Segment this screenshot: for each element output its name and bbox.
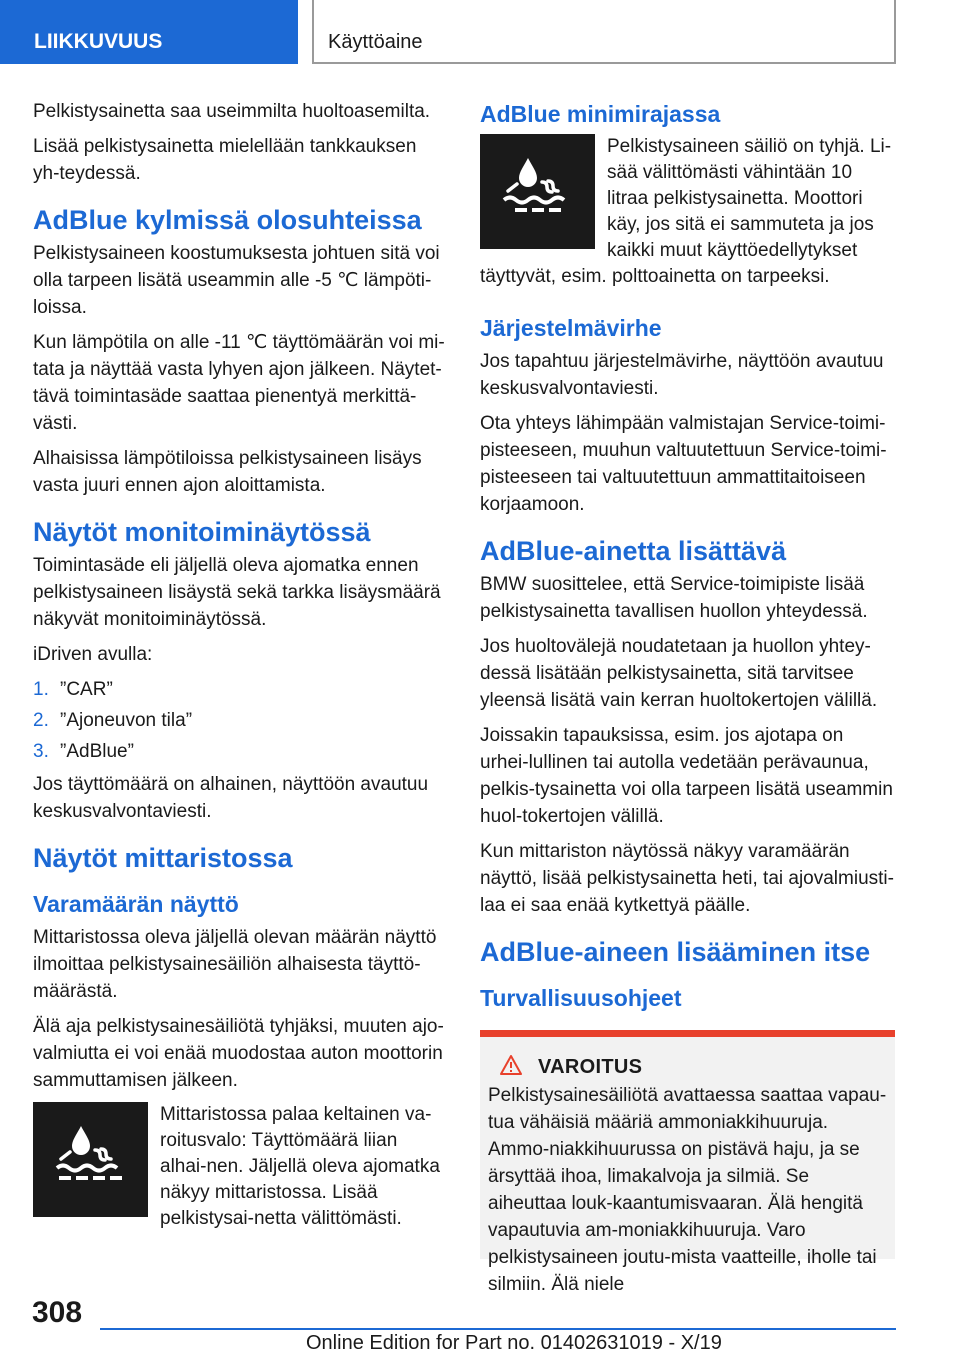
footer-edition: Online Edition for Part no. 01402631019 - X/19 (306, 1332, 722, 1354)
list-item (33, 676, 446, 703)
heading-cluster-displays: Näytöt mittaristossa (33, 843, 293, 873)
heading-cid-displays: Näytöt monitoiminäytössä (33, 517, 371, 547)
heading-adblue-minimum: AdBlue minimirajassa (480, 101, 721, 127)
list-item (33, 707, 446, 734)
warning-header (488, 1055, 887, 1080)
paragraph: Ota yhteys lähimpään valmistajan Service-toimi-pisteeseen, muuhun valtuutettuun Service-toimi-pisteeseen tai valtuutettuun ammattitaitoiseen korjaamoon. (480, 413, 887, 515)
paragraph: Jos tapahtuu järjestelmävirhe, näyttöön avautuu keskusvalvontaviesti. (480, 351, 884, 399)
adblue-warning-icon (480, 134, 595, 249)
paragraph: Pelkistysaineen koostumuksesta johtuen sitä voi olla tarpeen lisätä useammin alle -5 ℃ lämpöti-loissa. (33, 243, 440, 318)
paragraph: BMW suosittelee, että Service-toimipiste lisää pelkistysainetta tavallisen huollon yhteydessä. (480, 574, 868, 622)
paragraph: Kun mittariston näytössä näkyy varamäärän näyttö, lisää pelkistysainetta heti, tai ajovalmiusti-laa ei saa enää kytkettyä päälle. (480, 841, 894, 916)
section-tab: LIIKKUVUUS (0, 0, 298, 64)
heading-reserve-display: Varamäärän näyttö (33, 891, 239, 917)
paragraph: Alhaisissa lämpötiloissa pelkistysaineen lisäys vasta juuri ennen ajon aloittamista. (33, 448, 422, 496)
page-number: 308 (32, 1296, 83, 1329)
warning-triangle-icon (500, 1055, 522, 1080)
heading-adblue-refill-needed: AdBlue-ainetta lisättävä (480, 536, 787, 566)
page-title: Käyttöaine (312, 0, 896, 64)
list-item (33, 738, 446, 765)
paragraph: Älä aja pelkistysainesäiliötä tyhjäksi, muuten ajo-valmiutta ei voi enää muodostaa auton moottorin sammuttamisen jälkeen. (33, 1016, 444, 1091)
warning-text: Pelkistysainesäiliötä avattaessa saattaa vapau-tua vähäisiä määriä ammoniakkihuuruja. Ammo-niakkihuurussa on pistävä haju, ja se ärsyttää ihoa, limakalvoja ja silmiä. Se aiheuttaa louk-kaantumisvaaran. Älä hengitä vapautuvia am-moniakkihuuruja. Varo pelkistysaineen joutu-mista vaatteille, iholle tai silmiin. Älä niele (488, 1085, 887, 1295)
paragraph: iDriven avulla: (33, 644, 153, 665)
icon-description: Mittaristossa palaa keltainen va-roitusvalo: Täyttömäärä liian alhai-nen. Jäljellä oleva ajomatka näkyy mittaristossa. Lisää pelkistysai-netta välittömästi. (160, 1104, 440, 1229)
idrive-steps-list (33, 676, 446, 765)
right-column (480, 98, 895, 1295)
adblue-warning-icon (33, 1102, 148, 1217)
paragraph: Kun lämpötila on alle -11 ℃ täyttömäärän voi mi-tata ja näyttää vasta lyhyen ajon jälkeen. Näytet-tävä toimintasäde saattaa pienentyä merkittä-västi. (33, 332, 445, 434)
left-column (33, 98, 446, 1232)
warning-title: VAROITUS (538, 1056, 643, 1078)
heading-adblue-cold: AdBlue kylmissä olosuhteissa (33, 205, 422, 235)
paragraph: Pelkistysainetta saa useimmilta huoltoasemilta. (33, 101, 431, 122)
paragraph: Lisää pelkistysainetta mielellään tankkauksen yh-teydessä. (33, 136, 417, 184)
footer-divider (100, 1328, 896, 1330)
paragraph: Toimintasäde eli jäljellä oleva ajomatka ennen pelkistysaineen lisäystä sekä tarkka lisäysmäärä näkyvät monitoiminäytössä. (33, 555, 441, 630)
paragraph: Mittaristossa oleva jäljellä olevan määrän näyttö ilmoittaa pelkistysainesäiliön alhaisesta täyttö-määrästä. (33, 927, 437, 1002)
step-number: 2. (33, 710, 49, 731)
warning-box (480, 1030, 895, 1295)
heading-adblue-self-refill: AdBlue-aineen lisääminen itse (480, 937, 871, 967)
paragraph: Jos huoltovälejä noudatetaan ja huollon yhtey-dessä lisätään pelkistysainetta, sitä tarvitsee yleensä lisätä vain kerran huoltokertojen välillä. (480, 636, 878, 711)
step-text: ”AdBlue” (60, 741, 134, 762)
step-text: ”Ajoneuvon tila” (60, 710, 193, 731)
heading-safety: Turvallisuusohjeet (480, 985, 682, 1011)
step-text: ”CAR” (60, 679, 113, 700)
paragraph: Joissakin tapauksissa, esim. jos ajotapa on urhei-lullinen tai autolla vedetään perävaunua, pelkis-tysainetta voi olla tarpeen lisätä useammin huol-tokertojen välillä. (480, 725, 893, 827)
paragraph: Jos täyttömäärä on alhainen, näyttöön avautuu keskusvalvontaviesti. (33, 774, 429, 822)
step-number: 1. (33, 679, 49, 700)
step-number: 3. (33, 741, 49, 762)
icon-description: Pelkistysaineen säiliö on tyhjä. Li-sää välittömästi vähintään 10 litraa pelkistysainetta. Moottori käy, jos sitä ei sammuteta ja jos kaikki muut käyttöedellytykset täyttyvät, esim. polttoainetta on tarpeeksi. (480, 136, 892, 287)
heading-system-error: Järjestelmävirhe (480, 315, 662, 341)
